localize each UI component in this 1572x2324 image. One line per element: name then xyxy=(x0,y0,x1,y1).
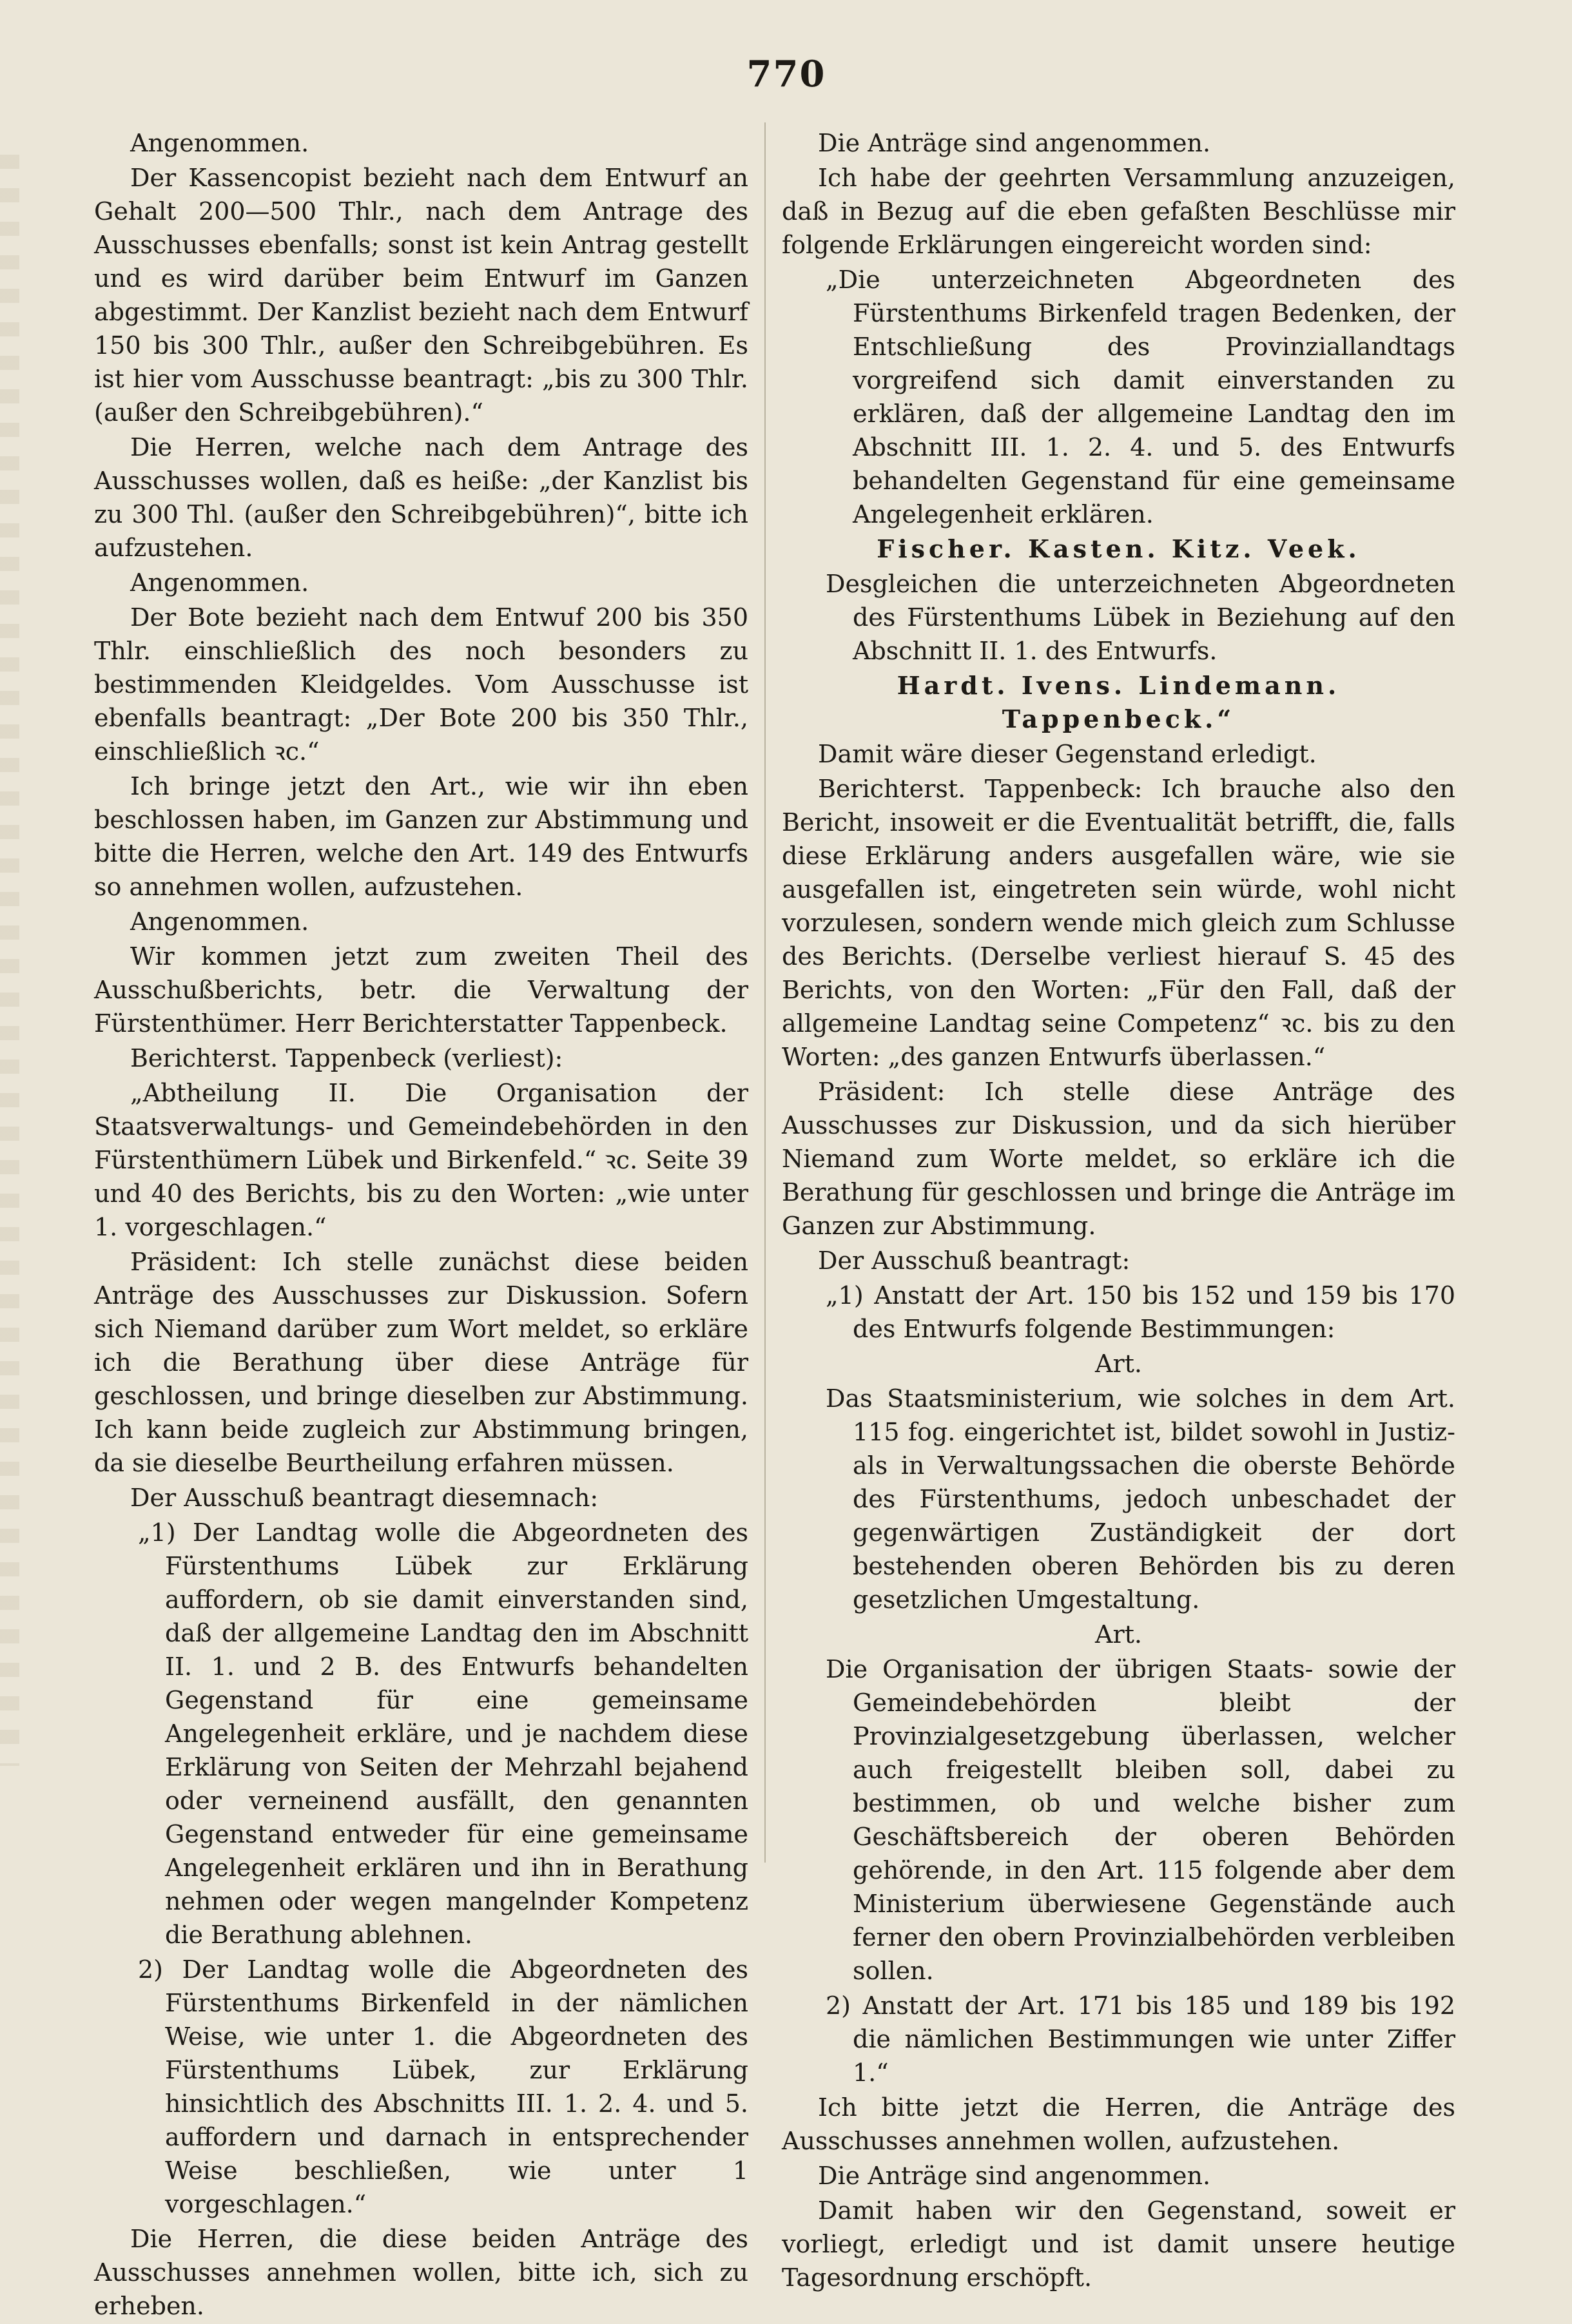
right-column-paragraph: „Die unterzeichneten Abgeordneten des Fürstenthums Birkenfeld tragen Bedenken, der Entschließung des Provinziallandtags vorgreifend sich damit einverstanden zu erklären, daß der allgemeine Landtag den im Abschnitt III. 1. 2. 4. und 5. des Entwurfs behandelten Gegenstand für eine gemeinsame Angelegenheit erklären. xyxy=(826,266,1455,528)
left-column-paragraph: „Abtheilung II. Die Organisation der Staatsverwaltungs- und Gemeindebehörden in den Fürstenthümern Lübek und Birkenfeld.“ ꝛc. Seite 39 und 40 des Berichts, bis zu den Worten: „wie unter 1. vorgeschlagen.“ xyxy=(94,1079,748,1241)
column-divider xyxy=(764,122,766,1863)
left-column-paragraph: Präsident: Ich stelle zunächst diese beiden Anträge des Ausschusses zur Diskussion. Sofern sich Niemand darüber zum Wort meldet, so erkläre ich die Berathung über diese Anträge für geschlossen, und bringe dieselben zur Abstimmung. Ich kann beide zugleich zur Abstimmung bringen, da sie dieselbe Beurtheilung erfahren müssen. xyxy=(94,1248,748,1477)
left-column-paragraph: „1) Der Landtag wolle die Abgeordneten des Fürstenthums Lübek zur Erklärung auffordern, ob sie damit einverstanden sind, daß der allgemeine Landtag den im Abschnitt II. 1. und 2 B. des Entwurfs behandelten Gegenstand für eine gemeinsame Angelegenheit erkläre, und je nachdem diese Erklärung von Seiten der Mehrzahl bejahend oder verneinend ausfällt, den genannten Gegenstand entweder für eine gemeinsame Angelegenheit erklären und ihn in Berathung nehmen oder wegen mangelnder Kompetenz die Berathung ablehnen. xyxy=(138,1518,748,1949)
right-column-paragraph: 2) Anstatt der Art. 171 bis 185 und 189 bis 192 die nämlichen Bestimmungen wie unter Ziffer 1.“ xyxy=(826,1991,1455,2087)
right-column-paragraph: Das Staatsministerium, wie solches in dem Art. 115 fog. eingerichtet ist, bildet sowohl in Justiz- als in Verwaltungssachen die oberste Behörde des Fürstenthums, jedoch unbeschadet der gegenwärtigen Zuständigkeit der dort bestehenden oberen Behörden bis zu deren gesetzlichen Umgestaltung. xyxy=(826,1384,1455,1614)
right-column-paragraph: Hardt. Ivens. Lindemann. Tappenbeck.“ xyxy=(897,671,1341,733)
right-column-paragraph: Fischer. Kasten. Kitz. Veek. xyxy=(877,534,1361,563)
right-column-paragraph: „1) Anstatt der Art. 150 bis 152 und 159 bis 170 des Entwurfs folgende Bestimmungen: xyxy=(826,1281,1455,1343)
right-column-paragraph: Die Organisation der übrigen Staats- sowie der Gemeindebehörden bleibt der Provinzialgesetzgebung überlassen, welcher auch freigestellt bleiben soll, dabei zu bestimmen, ob und welche bisher zum Geschäftsbereich der oberen Behörden gehörende, in den Art. 115 folgende aber dem Ministerium überwiesene Gegenstände auch ferner den obern Provinzialbehörden verbleiben sollen. xyxy=(826,1655,1455,1985)
right-column-paragraph: Die Anträge sind angenommen. xyxy=(818,2162,1211,2190)
left-column-paragraph: Wir kommen jetzt zum zweiten Theil des Ausschußberichts, betr. die Verwaltung der Fürstenthümer. Herr Berichterstatter Tappenbeck. xyxy=(94,942,748,1038)
left-column-paragraph: Die Herren, die diese beiden Anträge des Ausschusses annehmen wollen, bitte ich, sich zu erheben. xyxy=(94,2225,748,2320)
right-column-paragraph: Desgleichen die unterzeichneten Abgeordneten des Fürstenthums Lübek in Beziehung auf den Abschnitt II. 1. des Entwurfs. xyxy=(826,570,1455,665)
left-column-paragraph: Angenommen. xyxy=(130,907,309,936)
left-column-paragraph: 2) Der Landtag wolle die Abgeordneten des Fürstenthums Birkenfeld in der nämlichen Weise, wie unter 1. die Abgeordneten des Fürstenthums Lübek, zur Erklärung hinsichtlich des Abschnitts III. 1. 2. 4. und 5. auffordern und darnach in entsprechender Weise beschließen, wie unter 1 vorgeschlagen.“ xyxy=(138,1955,748,2218)
left-column-paragraph: Angenommen. xyxy=(130,568,309,597)
right-column-paragraph: Ich habe der geehrten Versammlung anzuzeigen, daß in Bezug auf die eben gefaßten Beschlüsse mir folgende Erklärungen eingereicht worden sind: xyxy=(782,164,1455,259)
left-column xyxy=(94,126,748,2324)
left-column-paragraph: Der Kassencopist bezieht nach dem Entwurf an Gehalt 200—500 Thlr., nach dem Antrage des Ausschusses ebenfalls; sonst ist kein Antrag gestellt und es wird darüber beim Entwurf im Ganzen abgestimmt. Der Kanzlist bezieht nach dem Entwurf 150 bis 300 Thlr., außer den Schreibgebühren. Es ist hier vom Ausschusse beantragt: „bis zu 300 Thlr. (außer den Schreibgebühren).“ xyxy=(94,164,748,427)
right-column-paragraph: Damit haben wir den Gegenstand, soweit er vorliegt, erledigt und ist damit unsere heutige Tagesordnung erschöpft. xyxy=(782,2196,1455,2292)
right-column-paragraph: Art. xyxy=(1095,1350,1142,1378)
right-column-paragraph: Präsident: Ich stelle diese Anträge des Ausschusses zur Diskussion, und da sich hierüber Niemand zum Worte meldet, so erkläre ich die Berathung für geschlossen und bringe die Anträge im Ganzen zur Abstimmung. xyxy=(782,1078,1455,1240)
page-number: 770 xyxy=(746,53,826,95)
left-column-paragraph: Der Bote bezieht nach dem Entwuf 200 bis 350 Thlr. einschließlich des noch besonders zu bestimmenden Kleidgeldes. Vom Ausschusse ist ebenfalls beantragt: „Der Bote 200 bis 350 Thlr., einschließlich ꝛc.“ xyxy=(94,603,748,766)
right-column-paragraph: Damit wäre dieser Gegenstand erledigt. xyxy=(818,740,1317,768)
right-column-paragraph: Berichterst. Tappenbeck: Ich brauche also den Bericht, insoweit er die Eventualität betrifft, die, falls diese Erklärung anders ausgefallen wäre, wie sie ausgefallen ist, eingetreten sein würde, wohl nicht vorzulesen, sondern wende mich gleich zum Schlusse des Berichts. (Derselbe verliest hierauf S. 45 des Berichts, von den Worten: „Für den Fall, daß der allgemeine Landtag seine Competenz“ ꝛc. bis zu den Worten: „des ganzen Entwurfs überlassen.“ xyxy=(782,775,1455,1071)
left-column-paragraph: Ich bringe jetzt den Art., wie wir ihn eben beschlossen haben, im Ganzen zur Abstimmung und bitte die Herren, welche den Art. 149 des Entwurfs so annehmen wollen, aufzustehen. xyxy=(94,772,748,901)
left-column-paragraph: Die Herren, welche nach dem Antrage des Ausschusses wollen, daß es heiße: „der Kanzlist bis zu 300 Thl. (außer den Schreibgebühren)“, bitte ich aufzustehen. xyxy=(94,433,748,562)
right-column-paragraph: Die Anträge sind angenommen. xyxy=(818,129,1211,157)
bleed-through-shadow xyxy=(0,155,19,1766)
right-column-paragraph: Der Ausschuß beantragt: xyxy=(818,1246,1130,1275)
right-column-paragraph: Ich bitte jetzt die Herren, die Anträge des Ausschusses annehmen wollen, aufzustehen. xyxy=(782,2093,1455,2155)
right-column xyxy=(782,126,1455,2296)
right-column-paragraph: Art. xyxy=(1095,1620,1142,1649)
left-column-paragraph: Angenommen. xyxy=(130,129,309,157)
left-column-paragraph: Der Ausschuß beantragt diesemnach: xyxy=(130,1484,599,1512)
left-column-paragraph: Berichterst. Tappenbeck (verliest): xyxy=(130,1044,563,1072)
